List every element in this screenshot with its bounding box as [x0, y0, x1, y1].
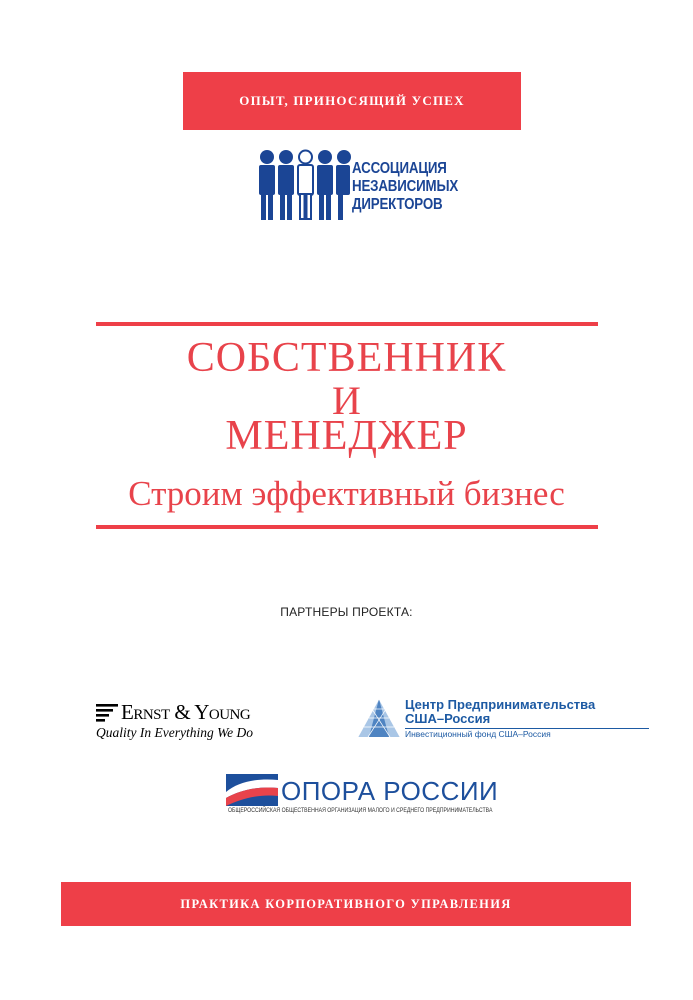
tagline: ОПЫТ, ПРИНОСЯЩИЙ УСПЕХ	[239, 93, 465, 108]
ey-name: Ernst & Young	[121, 700, 251, 724]
association-line-2: НЕЗАВИСИМЫХ	[352, 178, 459, 195]
opora-subtitle: ОБЩЕРОССИЙСКАЯ ОБЩЕСТВЕННАЯ ОРГАНИЗАЦИЯ МАЛОГО И СРЕДНЕГО ПРЕДПРИНИМАТЕЛЬСТВА	[228, 807, 493, 814]
center-subtitle: Инвестиционный фонд США–Россия	[405, 729, 551, 739]
ey-tagline: Quality In Everything We Do	[96, 725, 253, 740]
association-line-1: АССОЦИАЦИЯ	[352, 160, 447, 177]
partners-label: ПАРТНЕРЫ ПРОЕКТА:	[280, 605, 413, 619]
association-name	[352, 160, 458, 214]
center-title-line-2: США–Россия	[405, 711, 491, 726]
series-banner	[61, 882, 631, 926]
association-line-3: ДИРЕКТОРОВ	[352, 196, 443, 213]
title-line-2: И	[332, 378, 361, 423]
opora-name: ОПОРА РОССИИ	[281, 776, 499, 806]
pyramid-icon	[356, 697, 402, 739]
top-divider	[96, 322, 598, 326]
russian-flag-icon	[226, 774, 278, 806]
bottom-divider	[96, 525, 598, 529]
series-title: ПРАКТИКА КОРПОРАТИВНОГО УПРАВЛЕНИЯ	[180, 896, 512, 911]
ey-bars-icon	[96, 704, 118, 722]
title-line-1: СОБСТВЕННИК	[186, 335, 507, 381]
title-line-3: МЕНЕДЖЕР	[225, 413, 468, 459]
top-banner	[183, 72, 521, 130]
subtitle: Строим эффективный бизнес	[128, 474, 565, 513]
center-title-line-1: Центр Предпринимательства	[405, 697, 596, 712]
